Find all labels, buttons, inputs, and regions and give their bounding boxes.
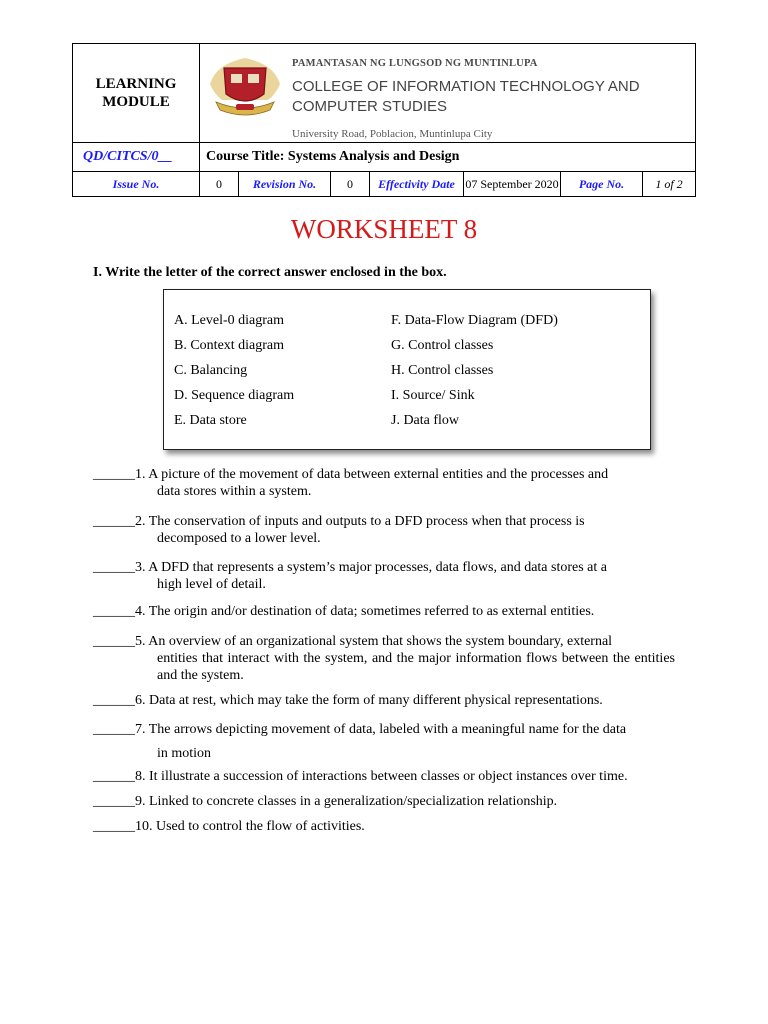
question-9 (93, 793, 675, 810)
question-text: ______7. The arrows depicting movement of data, labeled with a meaningful name for the data (93, 722, 627, 737)
question-continuation: in motion (157, 746, 212, 761)
question-10 (93, 818, 675, 835)
question-continuation: data stores within a system. (157, 484, 312, 499)
question-text: ______1. A picture of the movement of data between external entities and the processes and (93, 467, 609, 482)
college-name: COLLEGE OF INFORMATION TECHNOLOGY AND COMPUTER STUDIES (292, 78, 640, 115)
choice-a: A. Level-0 diagram (174, 313, 285, 328)
question-continuation: high level of detail. (157, 577, 266, 592)
effectivity-value: 07 September 2020 (464, 172, 561, 197)
question-text: ______3. A DFD that represents a system’s major processes, data flows, and data stores at a (93, 560, 608, 575)
question-5 (93, 633, 675, 684)
question-6 (93, 692, 675, 709)
page-value: 1 of 2 (643, 172, 696, 197)
effectivity-label: Effectivity Date (370, 172, 464, 197)
university-name: PAMANTASAN NG LUNGSOD NG MUNTINLUPA (292, 58, 538, 69)
choice-e: E. Data store (174, 413, 247, 428)
question-4 (93, 603, 675, 620)
question-text: ______10. Used to control the flow of activities. (93, 819, 365, 834)
question-8 (93, 768, 675, 785)
header-table (72, 43, 696, 197)
question-text: ______6. Data at rest, which may take the form of many different physical representations. (93, 693, 603, 708)
choice-b: B. Context diagram (174, 338, 285, 353)
institution-block (200, 44, 696, 143)
question-3 (93, 559, 675, 593)
choice-j: J. Data flow (391, 413, 460, 428)
choice-g: G. Control classes (391, 338, 494, 353)
choice-f: F. Data-Flow Diagram (DFD) (391, 313, 558, 328)
university-address: University Road, Poblacion, Muntinlupa City (292, 128, 493, 140)
question-text: ______5. An overview of an organizational system that shows the system boundary, external (93, 634, 613, 649)
question-continuation: entities that interact with the system, and the major information flows between the entities and the system. (157, 651, 675, 683)
question-1 (93, 466, 675, 500)
answer-choices-box (163, 289, 651, 450)
choice-c: C. Balancing (174, 363, 248, 378)
document-code: QD/CITCS/0__ (73, 143, 200, 172)
college-seal-logo (206, 54, 284, 120)
question-2 (93, 513, 675, 547)
question-text: ______4. The origin and/or destination of data; sometimes referred to as external entities. (93, 604, 595, 619)
choice-i: I. Source/ Sink (391, 388, 475, 403)
question-continuation: decomposed to a lower level. (157, 531, 321, 546)
learning-module-label: LEARNING MODULE (73, 44, 200, 143)
question-text: ______8. It illustrate a succession of interactions between classes or object instances over time. (93, 769, 628, 784)
revision-value: 0 (331, 172, 370, 197)
issue-value: 0 (200, 172, 239, 197)
question-text: ______2. The conservation of inputs and outputs to a DFD process when that process is (93, 514, 585, 529)
worksheet-title: WORKSHEET 8 (290, 214, 478, 244)
instruction-text: I. Write the letter of the correct answer enclosed in the box. (93, 265, 447, 280)
issue-label: Issue No. (73, 172, 200, 197)
revision-label: Revision No. (239, 172, 331, 197)
question-text: ______9. Linked to concrete classes in a generalization/specialization relationship. (93, 794, 558, 809)
course-title: Course Title: Systems Analysis and Design (200, 143, 696, 172)
question-7 (93, 718, 675, 766)
choice-h: H. Control classes (391, 363, 494, 378)
page-label: Page No. (561, 172, 643, 197)
choice-d: D. Sequence diagram (174, 388, 295, 403)
